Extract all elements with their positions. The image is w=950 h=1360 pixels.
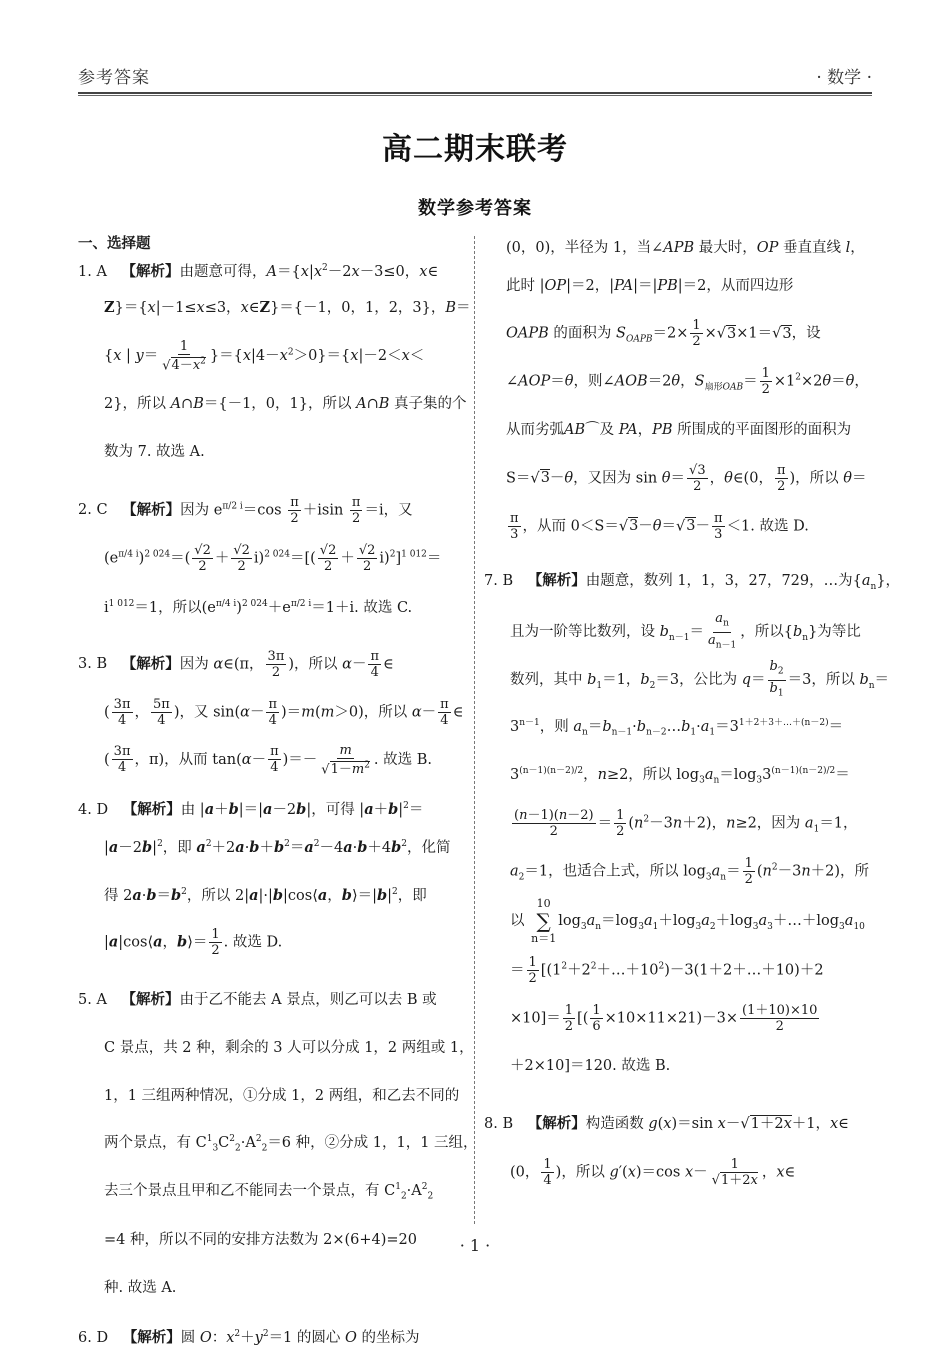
analysis-tag: 【解析】 xyxy=(527,1115,586,1132)
page-number: · 1 · xyxy=(459,1236,491,1255)
running-header xyxy=(78,58,872,88)
document-title: 高二期末联考 xyxy=(382,132,568,167)
analysis-tag: 【解析】 xyxy=(121,991,180,1008)
answer-8: 8. B 【解析】构造函数 g(x)＝sin x－√1＋2x＋1，x∈ (0， $\frac{1}{4}$ )，所以 g′(x)＝cos x－ $\frac{1}{√1+2x}$ ，x∈ xyxy=(484,1115,849,1188)
section-title: 一、选择题 xyxy=(78,235,151,252)
answer-number: 6. D xyxy=(78,1329,109,1346)
answer-7: 7. B 【解析】由题意，数列 1，1，3，27，729，…为$\{a_n\}$， 且为一阶等比数列，设 $b_{n-1}=$ $\frac{a_n}{a_{n-1}}$ ，所以$\{b_n\}$为等比 数列，其中 $b_1=1$，$b_2=3$，公比为 q＝ $\frac{b_2}{b_1}$ ＝3，所以 $b_n=$ $3^{n-1}$，则 $a_n=b_{n-1}\cdot b_{n-2}\dots b_1\cdot a_1=3^{1+2+3+\dots+(n-2)}=$ $3^{(n-1)(n-2)/2}$，n≥2，所以 $\log_3a_n=\log_33^{(n-1)(n-2)/2}=$ $\frac{(n-1)(n-2)}{2}$ ＝ $\frac{1}{2}$ $(n^2-3n+2)$，n≥2，因为 $a_1=1$， $a_2=1$，也适合上式，所以 $\log_3a_n=$ $\frac{1}{2}$ $(n^2-3n+2)$，所 以 10 ∑ n＝1 $\log_3a_n=\log_3a_1+\log_3a_2+\log_3a_3+\dots+\log_3a_{10}$ ＝ $\frac{1}{2}$ [$(1^2+2^2+\dots+10^2)-3(1+2+\dots+10)+2$ ×10]＝ $\frac{1}{2}$ [( $\frac{1}{6}$ ×10×11×21)－3× $\frac{(1+10)\times 10}{2}$ ＋2×10]＝120. 故选 B. xyxy=(484,572,901,1074)
answer-6-start: 6. D 【解析】圆 O：$x^2+y^2=1$ 的圆心 O 的坐标为 xyxy=(78,1328,420,1346)
answer-5: 5. A 【解析】由于乙不能去 A 景点，则乙可以去 B 或 C 景点，共 2 种，剩余的 3 人可以分成 1，2 两组或 1， 1，1 三组两种情况，①分成 1，2 两组，和乙去不同的 两个景点，有 $C^1_3C^2_2\cdot A^2_2=6$ 种，②分成 1，1，1 三组， 去三个景点且甲和乙不能同去一个景点，有 $C^1_2\cdot A^2_2$ =4 种，所以不同的安排方法数为 2×(6+4)=20 种. 故选 A. xyxy=(78,991,478,1296)
answer-number: 1. A xyxy=(78,263,107,280)
answer-number: 5. A xyxy=(78,992,107,1008)
left-column xyxy=(78,234,478,1360)
analysis-tag: 【解析】 xyxy=(527,572,586,590)
answer-4: 4. D 【解析】由 |a＋b|＝|a－2b|，可得 $|a+b|^2=$ $|a-2b|^2$，即 $a^2+2a\cdot b+b^2=a^2-4a\cdot b+4b^2$，化简 得 $2a\cdot b=b^2$，所以 2|a|·|b|cos⟨a，$b⟩=|b|^2$，即 |a|cos⟨a，b⟩＝ $\frac{1}{2}$ . 故选 D. xyxy=(78,800,451,958)
answer-number: 3. B xyxy=(78,656,108,672)
header-left-label: 参考答案 xyxy=(78,68,150,88)
analysis-tag: 【解析】 xyxy=(121,262,180,280)
answer-number: 7. B xyxy=(484,573,514,590)
answer-6-continued: (0，0)，半径为 1，当∠APB 最大时，OP 垂直直线 l， 此时 |OP|＝2，|PA|＝|PB|＝2，从而四边形 OAPB 的面积为 $S_{OAPB}=2\times$ $\frac{1}{2}$ ×√3×1＝√3，设 ∠AOP＝θ，则∠AOB＝2θ，$S_{扇形OAB}=$ $\frac{1}{2}$ $\times 1^2\times 2\theta=\theta$， 从而劣弧AB⌒及 PA，PB 所围成的平面图形的面积为 S＝√3－θ，又因为 sin θ＝ $\frac{√3}{2}$ ，θ∈(0， $\frac{\pi}{2}$ )，所以 θ＝ $\frac{\pi}{3}$ ，从而 0＜S＝√3－θ＝√3－ $\frac{\pi}{3}$ ＜1. 故选 D. xyxy=(506,240,869,542)
analysis-tag: 【解析】 xyxy=(121,655,180,672)
answer-1: 1. A 【解析】由题意可得，$A=\{x|x^2-2x-3\le 0$，x∈ Z}＝{x|－1≤x≤3，x∈Z}＝{－1，0，1，2，3}，B＝ {x | y＝ $\frac{1}{√4-x^2}$ }$=\{x|4-x^2>0\}=\{x|-2<x<$ 2}，所以 A∩B＝{－1，0，1}，所以 A∩B 真子集的个 数为 7. 故选 A. xyxy=(78,262,471,460)
header-double-rule xyxy=(78,92,872,96)
analysis-tag: 【解析】 xyxy=(122,501,181,518)
document-subtitle: 数学参考答案 xyxy=(418,198,532,219)
answer-3: 3. B 【解析】因为 α∈(π， $\frac{3\pi}{2}$ )，所以 α－ $\frac{\pi}{4}$ ∈ ( $\frac{3\pi}{4}$ ， $\frac{5\pi}{4}$ )，又 sin(α－ $\frac{\pi}{4}$ )＝m(m＞0)，所以 α－ $\frac{\pi}{4}$ ∈ ( $\frac{3\pi}{4}$ ，π)，从而 tan(α－ $\frac{\pi}{4}$ )＝－ $\frac{m}{√1-m^2}$ . 故选 B. xyxy=(78,648,464,778)
answer-number: 2. C xyxy=(78,502,108,518)
analysis-tag: 【解析】 xyxy=(122,800,181,818)
column-divider xyxy=(474,236,475,1224)
answer-number: 4. D xyxy=(78,801,109,818)
right-column xyxy=(484,234,901,1206)
header-subject-label: · 数学 · xyxy=(816,68,872,88)
analysis-tag: 【解析】 xyxy=(122,1328,181,1346)
answer-number: 8. B xyxy=(484,1116,514,1132)
answer-2: 2. C 【解析】因为 $e^{\pi/2 i}=\cos$ $\frac{\pi}{2}$ ＋isin $\frac{\pi}{2}$ ＝i，又 $(e^{\pi/4 i})^{2 024}=$( $\frac{√2}{2}$ ＋ $\frac{√2}{2}$ i)$^{2 024}$＝[( $\frac{√2}{2}$ ＋ $\frac{√2}{2}$ i)$^2$]$^{1 012}$＝ $i^{1 012}=1$，所以$(e^{\pi/4 i})^{2 024}+e^{\pi/2 i}=1+i$. 故选 C. xyxy=(78,494,442,616)
